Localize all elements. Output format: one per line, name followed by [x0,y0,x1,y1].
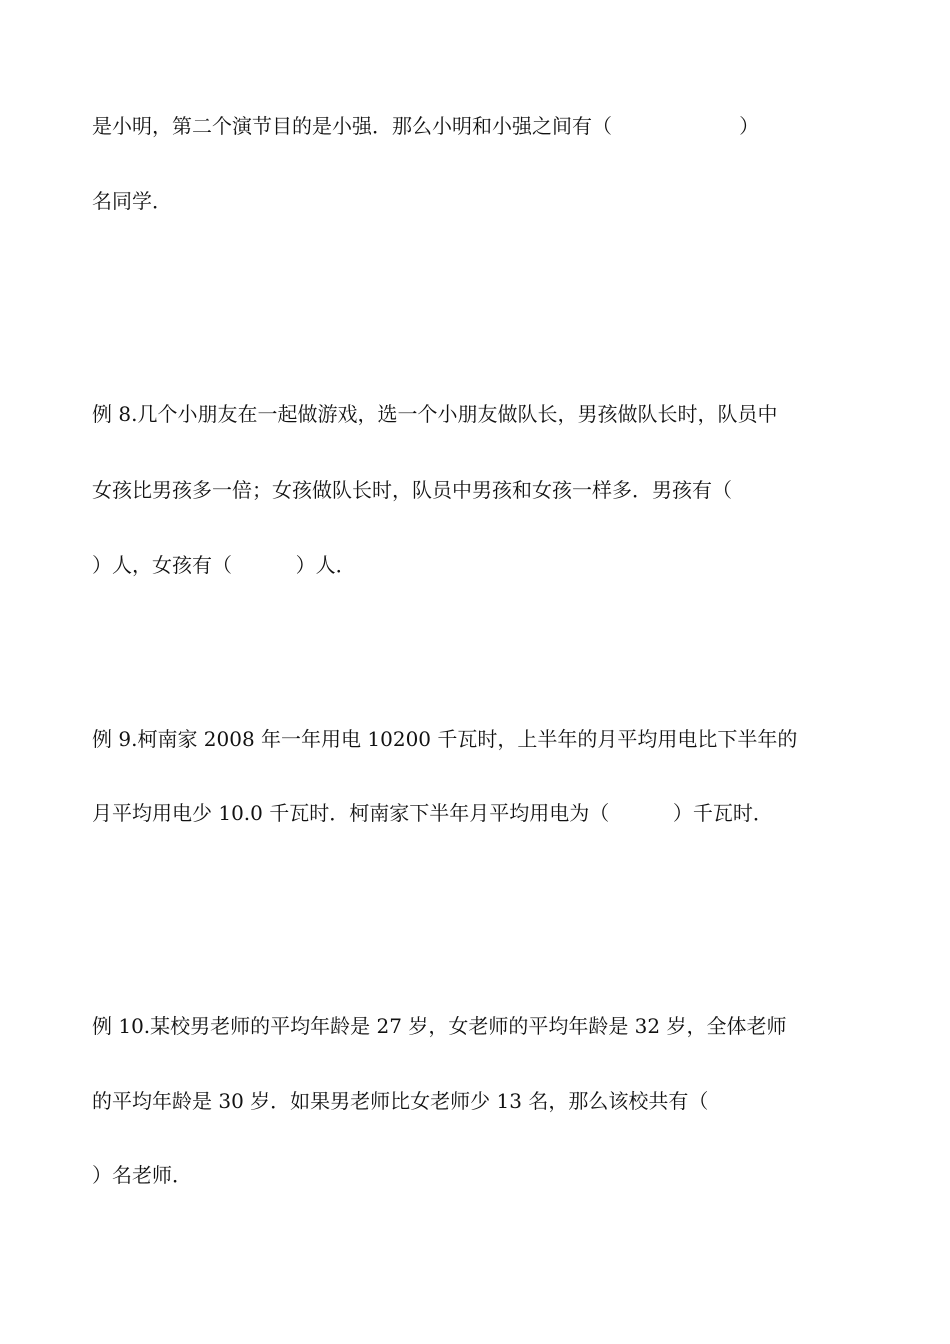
example-8-line-1: 例 8.几个小朋友在一起做游戏，选一个小朋友做队长，男孩做队长时，队员中 [92,402,778,426]
example-9-line-2: 月平均用电少 10.0 千瓦时．柯南家下半年月平均用电为（ ）千瓦时． [92,801,773,825]
example-8-line-2: 女孩比男孩多一倍；女孩做队长时，队员中男孩和女孩一样多．男孩有（ [92,478,732,502]
example-8-line-3: ）人，女孩有（ ）人． [92,553,356,577]
example-9-line-1: 例 9.柯南家 2008 年一年用电 10200 千瓦时，上半年的月平均用电比下半年的 [92,727,798,751]
example-10-line-3: ）名老师． [92,1163,192,1187]
example-10-line-1: 例 10.某校男老师的平均年龄是 27 岁，女老师的平均年龄是 32 岁，全体老师 [92,1014,787,1038]
continuation-line-1: 是小明，第二个演节目的是小强．那么小明和小强之间有（ ） [92,114,760,138]
example-10-line-2: 的平均年龄是 30 岁．如果男老师比女老师少 13 名，那么该校共有（ [92,1089,709,1113]
continuation-line-2: 名同学． [92,189,172,213]
